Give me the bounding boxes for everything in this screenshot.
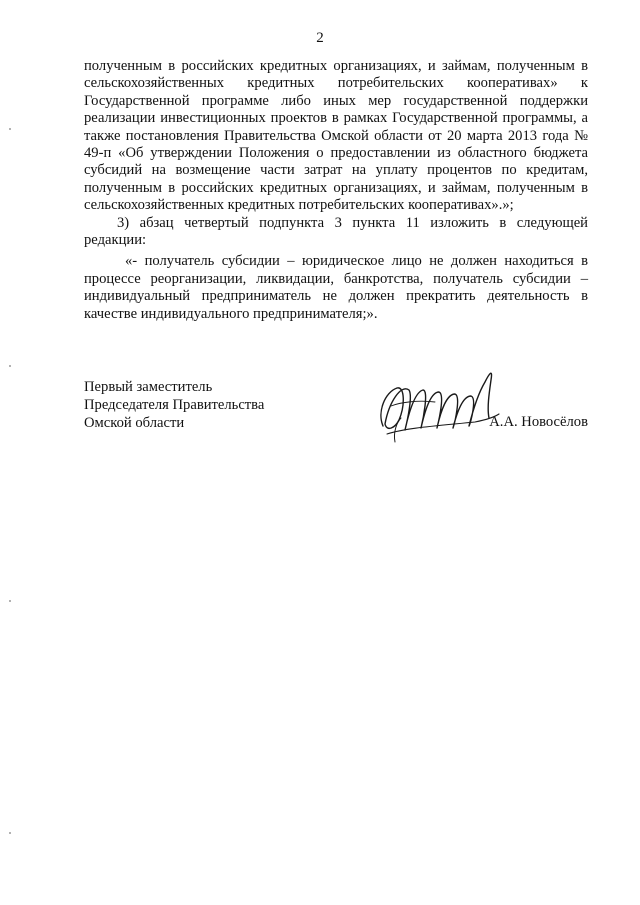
scan-margin-mark [9,128,11,130]
handwritten-signature [375,362,505,452]
scan-margin-mark [9,832,11,834]
paragraph-item-3: 3) абзац четвертый подпункта 3 пункта 11 изложить в следующей редакции: [84,214,588,249]
position-line-1: Первый заместитель [84,379,213,395]
scan-margin-mark [9,600,11,602]
paragraph-quote: «- получатель субсидии – юридическое лицо не должен находиться в процессе реорганизации, ликвидации, банкротства, получатель субсидии – индивидуальный предприниматель не должен прекратить деятельность в качестве индивидуального предпринимателя;». [84,253,588,322]
signer-name: А.А. Новосёлов [489,414,588,430]
paragraph-continuation: полученным в российских кредитных организациях, и займам, полученным в сельскохозяйственных кредитных потребительских кооперативах» к Государственной программе либо иных мер государственной поддержки реализации инвестиционных проектов в рамках Государственной программы, а также постановления Правительства Омской области от 20 марта 2013 года № 49-п «Об утверждении Положения о предоставлении из областного бюджета субсидий на возмещение части затрат на уплату процентов по кредитам, полученным в российских кредитных организациях, и займам, полученным в сельскохозяйственных кредитных потребительских кооперативах».»; [84,58,588,214]
scan-margin-mark [9,365,11,367]
signatory-position [84,378,264,432]
page-number: 2 [316,30,324,46]
position-line-2: Председателя Правительства [84,397,265,413]
document-body [84,58,588,323]
position-line-3: Омской области [84,415,185,431]
